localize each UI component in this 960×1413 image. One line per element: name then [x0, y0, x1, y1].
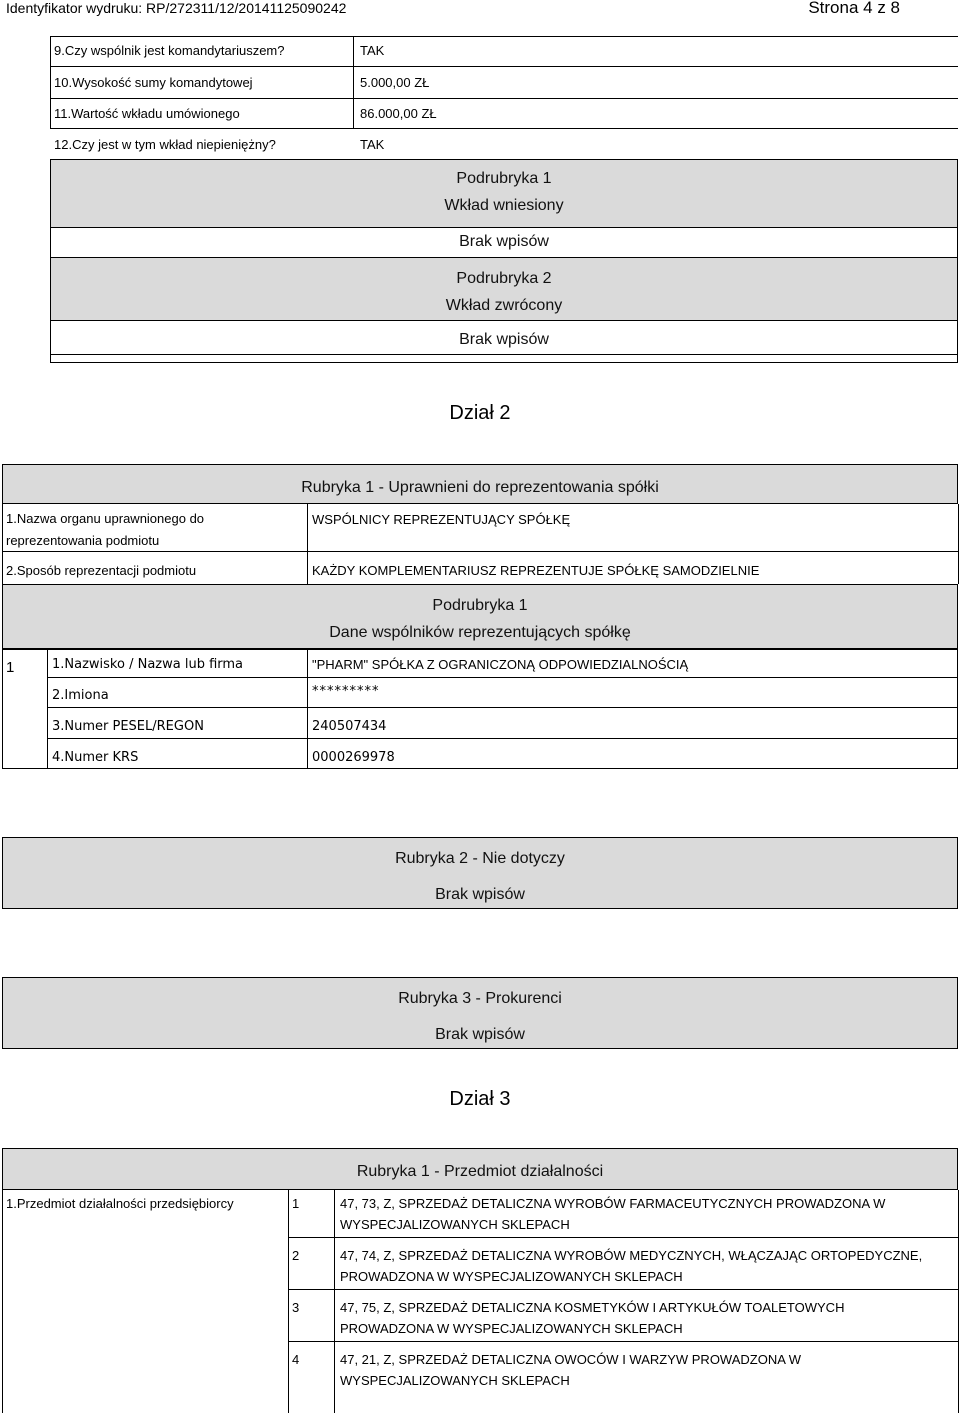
entry-number: 1 [6, 659, 15, 676]
divider [47, 677, 958, 678]
field-label: 9.Czy wspólnik jest komandytariuszem? [54, 43, 285, 58]
divider [288, 1341, 958, 1342]
empty-text: Brak wpisów [435, 886, 525, 903]
podrubryka-1-header [50, 159, 958, 228]
item-text: PROWADZONA W WYSPECJALIZOWANYCH SKLEPACH [340, 1321, 683, 1336]
divider [307, 504, 308, 584]
item-number: 4 [292, 1352, 300, 1367]
divider [2, 1190, 3, 1413]
field-label: 10.Wysokość sumy komandytowej [54, 75, 253, 90]
field-label: 1.Nazwisko / Nazwa lub firma [52, 657, 244, 672]
item-text: PROWADZONA W WYSPECJALIZOWANYCH SKLEPACH [340, 1269, 683, 1284]
podrubryka-2-title: Podrubryka 2 [456, 270, 552, 287]
divider [353, 36, 354, 128]
rubryka-przedmiot-header [2, 1148, 958, 1190]
item-text: 47, 75, Z, SPRZEDAŻ DETALICZNA KOSMETYKÓW I ARTYKUŁÓW TOALETOWYCH [340, 1300, 845, 1315]
field-value: 0000269978 [312, 750, 395, 765]
divider [288, 1237, 958, 1238]
field-value: ********* [312, 684, 380, 699]
item-number: 3 [292, 1300, 300, 1315]
field-label: 4.Numer KRS [52, 750, 139, 765]
field-value: 240507434 [312, 719, 387, 734]
divider [50, 66, 958, 67]
field-label: 2.Imiona [52, 688, 109, 703]
divider [2, 551, 958, 552]
podrubryka-1-title: Podrubryka 1 [456, 170, 552, 187]
section-title-dzial-3: Dział 3 [449, 1088, 511, 1110]
rubryka-przedmiot-title: Rubryka 1 - Przedmiot działalności [356, 1163, 604, 1180]
rubryka-2-title: Rubryka 2 - Nie dotyczy [395, 850, 565, 867]
field-label: 2.Sposób reprezentacji podmiotu [6, 563, 197, 578]
rubryka-1-header [2, 464, 958, 504]
divider [50, 36, 51, 128]
divider [50, 36, 958, 37]
field-value: KAŻDY KOMPLEMENTARIUSZ REPREZENTUJE SPÓŁKĘ SAMODZIELNIE [312, 563, 760, 578]
field-value: 5.000,00 ZŁ [360, 75, 430, 90]
empty-text: Brak wpisów [459, 233, 549, 250]
divider [288, 1289, 958, 1290]
section-title-dzial-2: Dział 2 [449, 402, 511, 424]
divider [958, 504, 959, 584]
item-text: 47, 74, Z, SPRZEDAŻ DETALICZNA WYROBÓW MEDYCZNYCH, WŁĄCZAJĄC ORTOPEDYCZNE, [340, 1248, 923, 1263]
divider [47, 649, 48, 769]
rubryka-3-block [2, 977, 958, 1049]
field-label: 1.Nazwa organu uprawnionego do [6, 511, 205, 526]
item-text: WYSPECJALIZOWANYCH SKLEPACH [340, 1217, 570, 1232]
podrubryka-wspolnicy-header [2, 584, 958, 649]
podrubryka-2-subtitle: Wkład zwrócony [445, 297, 563, 314]
empty-text: Brak wpisów [435, 1026, 525, 1043]
podrubryka-1-subtitle: Wkład wniesiony [444, 197, 564, 214]
rubryka-3-title: Rubryka 3 - Prokurenci [398, 990, 562, 1007]
item-text: 47, 21, Z, SPRZEDAŻ DETALICZNA OWOCÓW I WARZYW PROWADZONA W [340, 1352, 802, 1367]
divider [958, 1190, 959, 1413]
divider [50, 354, 958, 355]
rubryka-2-block [2, 837, 958, 909]
podrubryka-wspolnicy-subtitle: Dane wspólników reprezentujących spółkę [329, 624, 631, 641]
item-number: 2 [292, 1248, 300, 1263]
divider [47, 707, 958, 708]
divider [2, 504, 3, 584]
empty-row [50, 228, 958, 257]
divider [334, 1190, 335, 1413]
field-value: TAK [360, 137, 385, 152]
field-label: 3.Numer PESEL/REGON [52, 719, 204, 734]
divider [50, 128, 958, 129]
item-text: 47, 73, Z, SPRZEDAŻ DETALICZNA WYROBÓW FARMACEUTYCZNYCH PROWADZONA W [340, 1196, 886, 1211]
field-label: 11.Wartość wkładu umówionego [54, 106, 240, 121]
divider [47, 738, 958, 739]
item-number: 1 [292, 1196, 300, 1211]
field-label: 1.Przedmiot działalności przedsiębiorcy [6, 1196, 234, 1211]
field-value: TAK [360, 43, 385, 58]
print-identifier: Identyfikator wydruku: RP/272311/12/20141125090242 [6, 0, 347, 16]
divider [50, 98, 958, 99]
divider [288, 1190, 289, 1413]
page-number: Strona 4 z 8 [808, 0, 900, 17]
empty-text: Brak wpisów [459, 331, 549, 348]
empty-row [50, 321, 958, 363]
podrubryka-2-header [50, 257, 958, 321]
field-value: WSPÓLNICY REPREZENTUJĄCY SPÓŁKĘ [312, 512, 571, 527]
divider [307, 649, 308, 769]
podrubryka-wspolnicy-title: Podrubryka 1 [432, 597, 528, 614]
item-text: WYSPECJALIZOWANYCH SKLEPACH [340, 1373, 570, 1388]
field-label: reprezentowania podmiotu [6, 533, 160, 548]
rubryka-1-title: Rubryka 1 - Uprawnieni do reprezentowania spółki [301, 479, 659, 496]
field-label: 12.Czy jest w tym wkład niepieniężny? [54, 137, 276, 152]
field-value: "PHARM" SPÓŁKA Z OGRANICZONĄ ODPOWIEDZIALNOŚCIĄ [312, 657, 689, 672]
field-value: 86.000,00 ZŁ [360, 106, 437, 121]
